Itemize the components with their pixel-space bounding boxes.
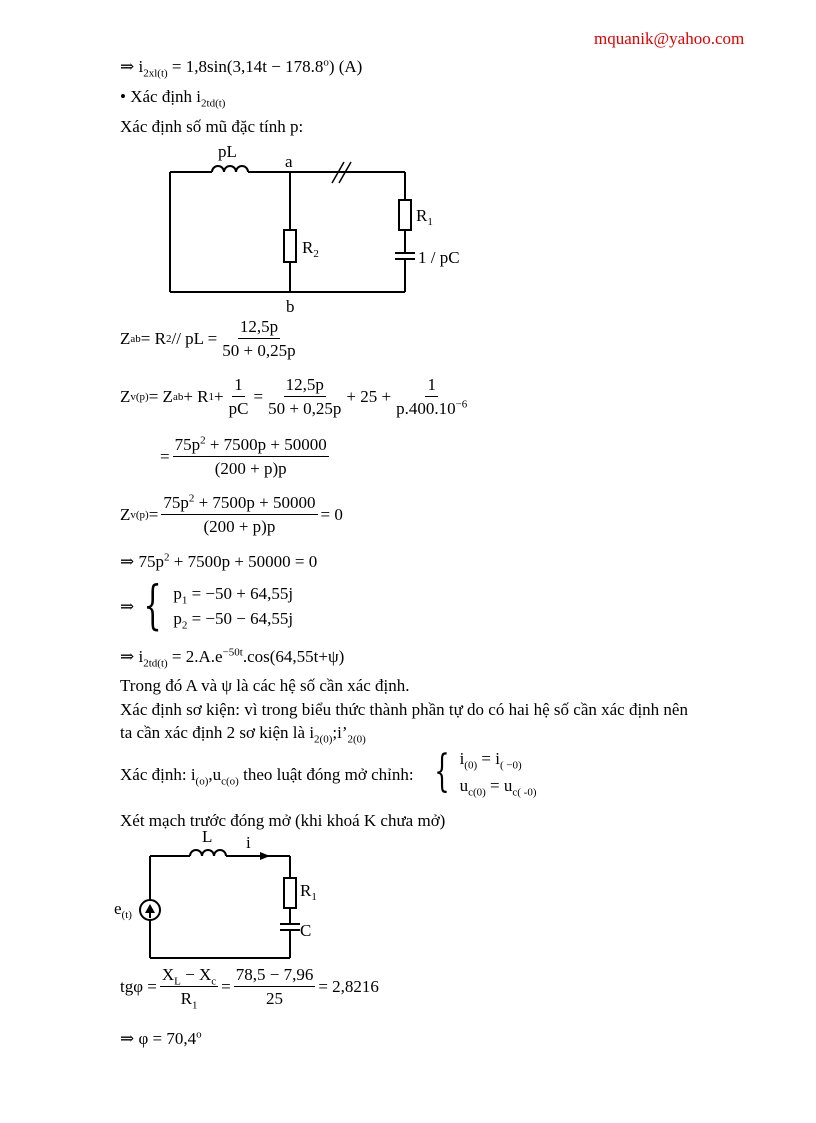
inductor-label-2: L xyxy=(202,828,213,846)
tg-phi-equation: tgφ = $\frac{X_L - X_c}{R_1}$ = $\frac{78,5 - 7,96}{25}$ = 2,8216 xyxy=(120,965,379,1012)
characteristic-equation: ⇒ $75p^2 + 7500p + 50000 = 0$ xyxy=(120,551,318,571)
initial-conditions-text-2: ta cần xác định 2 sơ kiện là $i_{2(0)};i’_{2(0)}$ xyxy=(120,723,366,746)
zab-equation: Z ab = R 2 // pL = $\frac{12,5p}{50 + 0,25p}$ xyxy=(120,317,296,360)
initial-conditions-text: Xác định sơ kiện: vì trong biểu thức thành phần tự do có hai hệ số cần xác định nên xyxy=(120,700,688,719)
condition-current: $i_{(0)} = i_{( -0)}$ xyxy=(459,749,522,772)
node-b-label: b xyxy=(286,297,295,315)
author-email: mquanik@yahoo.com xyxy=(594,29,745,48)
zv-equation: Z v(p) = Z ab + R 1 + $\frac{1}{pC}$ = $\frac{12,5p}{50 + 0,25p}$ + 25 + $\frac{1}{p.400.10^{-6}}$ xyxy=(120,375,468,418)
root-p2: $p_2 = -50 - 64,55j$ xyxy=(173,609,294,632)
zv-simplified: = $\frac{75p^2 + 7500p + 50000}{(200 + p)p}$ xyxy=(160,434,327,478)
root-p1: $p_1 = -50 + 64,55j$ xyxy=(173,584,294,607)
r2-label: $R_2$ xyxy=(302,238,319,260)
r1-label: $R_1$ xyxy=(416,206,433,228)
roots-system: ⇒ { $p_1 = -50 + 64,55j$ $p_2 = -50 - 64,55j$ xyxy=(120,576,294,636)
phi-result: ⇒ $\varphi = 70,4^o$ xyxy=(120,1028,202,1048)
coefficients-note: Trong đó A và ψ là các hệ số cần xác định. xyxy=(120,676,410,695)
node-a-label: a xyxy=(285,152,293,171)
capacitor-label-2: C xyxy=(300,921,312,940)
circuit-diagram-1 xyxy=(160,135,480,315)
condition-voltage: $u_{c(0)} = u_{c( -0)}$ xyxy=(459,776,537,799)
i2td-equation: ⇒ $i_{2td(t)} = 2.A.e^{-50t}.\cos(64,55t+\psi)$ xyxy=(120,646,345,670)
zv-zero-equation: Z v(p) = $\frac{75p^2 + 7500p + 50000}{(200 + p)p}$ = 0 xyxy=(120,492,343,536)
char-exponent-heading: Xác định số mũ đặc tính p: xyxy=(120,117,304,136)
switching-law: Xác định: $i_{(o)},u_{c(o)}$ theo luật đóng mở chỉnh: { $i_{(0)} = i_{( -0)}$ $u_{c(0)} = u_{c( -0)}$ xyxy=(120,746,537,799)
capacitor-label: 1 / pC xyxy=(418,248,460,267)
current-label: i xyxy=(246,833,251,852)
source-label: $e_{(t)}$ xyxy=(114,899,132,921)
inductor-label: pL xyxy=(218,142,237,161)
pre-switch-heading: Xét mạch trước đóng mở (khi khoá K chưa mở) xyxy=(120,811,446,830)
r1-label-2: $R_1$ xyxy=(300,881,317,903)
circuit-diagram-2 xyxy=(110,828,330,968)
i2xl-equation: ⇒ $i_{2xl(t)} = 1,8\sin(3,14t - 178.8^o)$ (A) xyxy=(120,56,363,80)
i2td-heading: • Xác định $i_{2td(t)}$ xyxy=(120,87,226,110)
